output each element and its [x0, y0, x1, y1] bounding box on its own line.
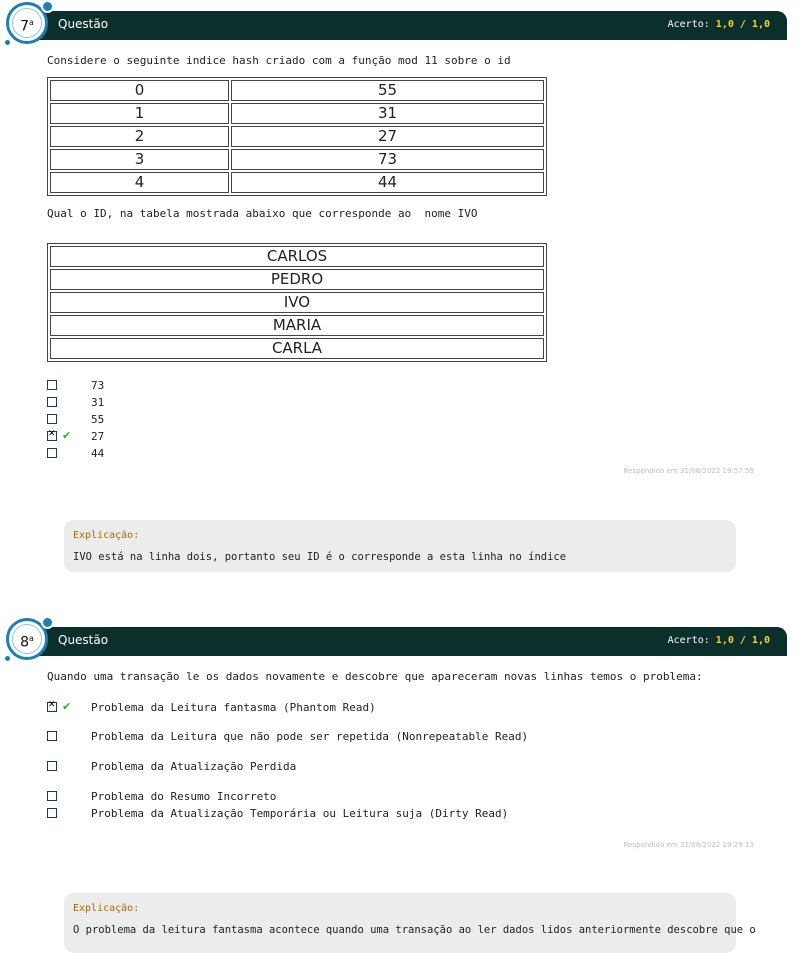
- hash-value: 27: [231, 126, 544, 147]
- q8-badge-dot-icon: [41, 616, 54, 629]
- explanation-text: O problema da leitura fantasma acontece quando uma transação ao ler dados lidos anteriormente descobre que o: [73, 924, 756, 936]
- q8-number: 8$^a$: [12, 624, 42, 654]
- checkbox[interactable]: [47, 731, 57, 741]
- q7-answered-timestamp: Respondido em 31/08/2022 19:57:59: [623, 467, 754, 475]
- option-label: 31: [91, 396, 105, 409]
- table-row: [50, 315, 544, 336]
- checkbox[interactable]: [47, 761, 57, 771]
- hash-value: 73: [231, 149, 544, 170]
- q7-number: 7$^a$: [12, 8, 42, 38]
- q8-explanation-box: [64, 893, 756, 953]
- table-row: [50, 149, 544, 170]
- table-row: [50, 172, 544, 193]
- hash-key: 4: [50, 172, 229, 193]
- correct-check-icon: ✔: [62, 429, 72, 442]
- option-label: 44: [91, 447, 105, 460]
- q8-header: [0, 627, 787, 656]
- name-cell: MARIA: [50, 315, 544, 336]
- q8-score: Acerto: 1,0 / 1,0: [667, 635, 770, 646]
- option-label: Problema da Leitura que não pode ser repetida (Nonrepeatable Read): [91, 730, 529, 743]
- q7-badge-dot-small-icon: [3, 38, 12, 47]
- table-row: [50, 126, 544, 147]
- q7-badge-dot-icon: [41, 0, 54, 13]
- checkbox-checked[interactable]: [47, 702, 57, 712]
- option-label: Problema da Atualização Perdida: [91, 760, 297, 773]
- correct-check-icon: ✔: [62, 700, 72, 713]
- hash-key: 2: [50, 126, 229, 147]
- q7-score: Acerto: 1,0 / 1,0: [667, 19, 770, 30]
- q8-title: Questão: [58, 633, 109, 647]
- table-row: [50, 269, 544, 290]
- table-row: [50, 246, 544, 267]
- checkbox-checked[interactable]: [47, 431, 57, 441]
- table-row: [50, 338, 544, 359]
- explanation-title: Explicação:: [73, 903, 140, 914]
- explanation-title: Explicação:: [73, 530, 140, 541]
- q7-title: Questão: [58, 17, 109, 31]
- q8-badge-dot-small-icon: [3, 654, 12, 663]
- option-label: 73: [91, 379, 105, 392]
- option-label: 55: [91, 413, 105, 426]
- hash-key: 3: [50, 149, 229, 170]
- q8-answered-timestamp: Respondido em 31/08/2022 19:29:13: [623, 841, 754, 849]
- name-cell: PEDRO: [50, 269, 544, 290]
- checkbox[interactable]: [47, 397, 57, 407]
- q7-explanation-box: [64, 520, 736, 572]
- checkbox[interactable]: [47, 414, 57, 424]
- name-cell: IVO: [50, 292, 544, 313]
- checkbox[interactable]: [47, 791, 57, 801]
- hash-value: 44: [231, 172, 544, 193]
- option-label: Problema da Atualização Temporária ou Leitura suja (Dirty Read): [91, 807, 509, 820]
- q7-header: [0, 11, 787, 40]
- name-cell: CARLA: [50, 338, 544, 359]
- q7-names-table: [47, 243, 547, 362]
- q7-hash-table: [47, 77, 547, 196]
- hash-key: 0: [50, 80, 229, 101]
- name-cell: CARLOS: [50, 246, 544, 267]
- explanation-text: IVO está na linha dois, portanto seu ID é o corresponde a esta linha no índice: [73, 551, 567, 563]
- option-label: Problema do Resumo Incorreto: [91, 790, 277, 803]
- q8-statement: Quando uma transação le os dados novamente e descobre que apareceram novas linhas temos o problema:: [47, 670, 703, 683]
- hash-value: 55: [231, 80, 544, 101]
- checkbox[interactable]: [47, 380, 57, 390]
- option-label: 27: [91, 430, 105, 443]
- table-row: [50, 80, 544, 101]
- hash-value: 31: [231, 103, 544, 124]
- hash-key: 1: [50, 103, 229, 124]
- table-row: [50, 292, 544, 313]
- q7-question: Qual o ID, na tabela mostrada abaixo que corresponde ao nome IVO: [47, 207, 478, 220]
- checkbox[interactable]: [47, 448, 57, 458]
- option-label: Problema da Leitura fantasma (Phantom Read): [91, 701, 376, 714]
- table-row: [50, 103, 544, 124]
- checkbox[interactable]: [47, 808, 57, 818]
- q7-statement: Considere o seguinte indice hash criado com a função mod 11 sobre o id: [47, 54, 511, 67]
